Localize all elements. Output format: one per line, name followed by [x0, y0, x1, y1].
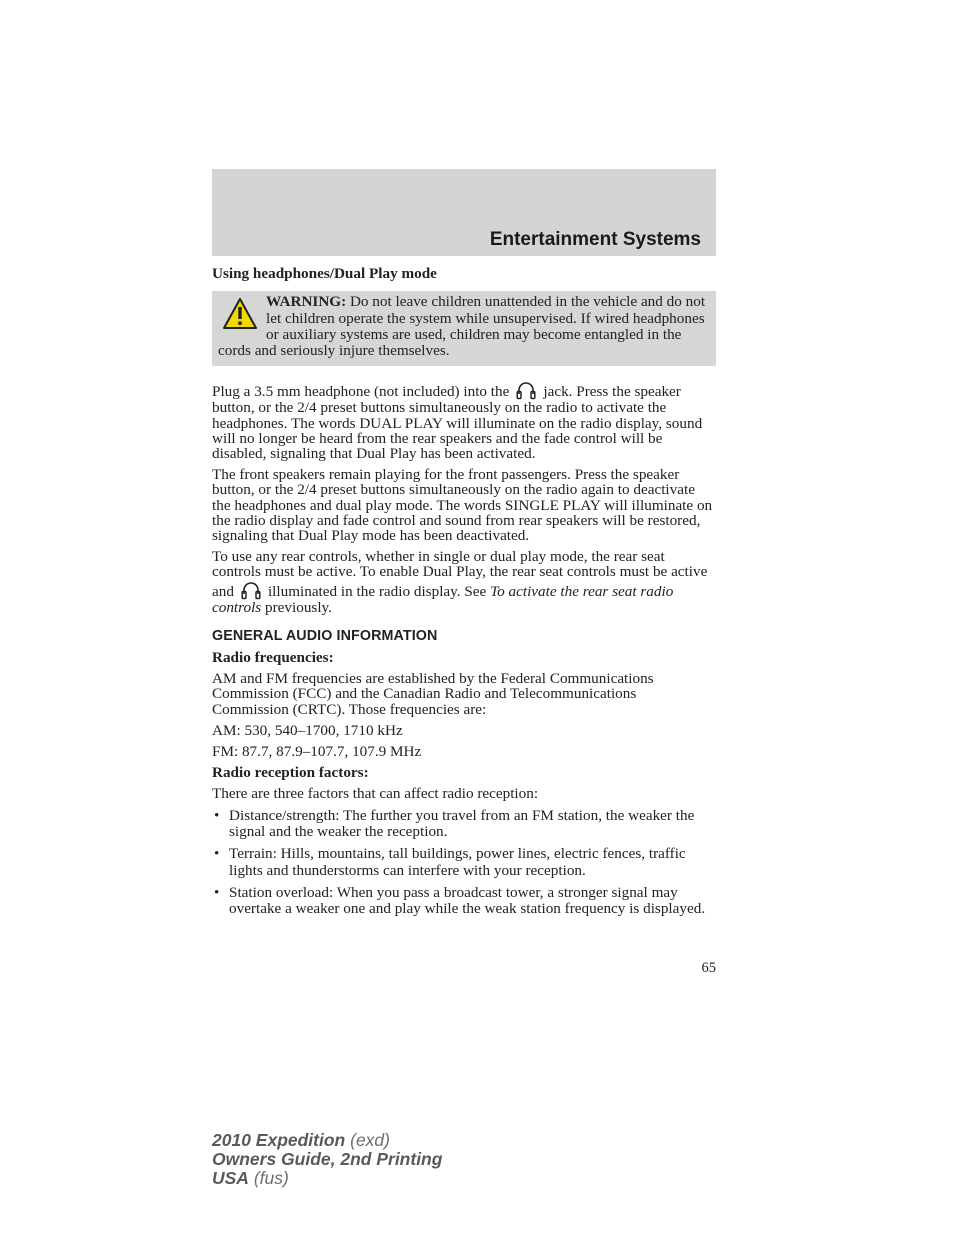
headphone-icon: [240, 580, 262, 600]
warning-text-block: [218, 294, 710, 359]
page-number: 65: [701, 960, 716, 976]
am-frequencies: AM: 530, 540–1700, 1710 kHz: [212, 721, 403, 739]
para1-text-start: Plug a 3.5 mm headphone (not included) into the: [212, 383, 510, 401]
reception-factors-subheading: Radio reception factors:: [212, 764, 369, 782]
reception-factors-list: [212, 808, 716, 918]
footer-region-code: (fus): [253, 1168, 289, 1188]
para3-text-start: To use any rear controls, whether in single or dual play mode, the rear seat controls must be active. To enable Dual Play, the rear seat controls must be active and: [212, 548, 708, 600]
para3-text-end: previously.: [265, 598, 332, 616]
section-title: Entertainment Systems: [489, 229, 701, 250]
warning-triangle-icon: [222, 297, 258, 331]
footer-region: USA: [212, 1168, 249, 1188]
headphones-subheading: Using headphones/Dual Play mode: [212, 265, 437, 282]
section-header-band: [212, 169, 716, 256]
warning-text: Do not leave children unattended in the vehicle and do not let children operate the system while unsupervised. If wired headphones or auxiliary systems are used, children may become entangled in the cords and seriously injure themselves.: [218, 293, 706, 360]
para3-text-mid: illuminated in the radio display. See: [267, 582, 487, 600]
list-item: • Terrain: Hills, mountains, tall buildings, power lines, electric fences, traffic lights and thunderstorms can interfere with your reception.: [212, 846, 716, 879]
footer-line-2: [212, 1150, 442, 1169]
general-audio-heading: GENERAL AUDIO INFORMATION: [212, 627, 438, 644]
dual-play-activation-paragraph: [212, 380, 716, 461]
frequencies-paragraph: AM and FM frequencies are established by the Federal Communications Commission (FCC) and the Canadian Radio and Telecommunications Commission (CRTC). Those frequencies are:: [212, 670, 654, 718]
fm-frequencies: FM: 87.7, 87.9–107.7, 107.9 MHz: [212, 743, 422, 761]
footer-line-1: [212, 1131, 442, 1150]
footer-line-3: [212, 1169, 442, 1188]
list-item: • Station overload: When you pass a broadcast tower, a stronger signal may overtake a weaker one and play while the weak station frequency is displayed.: [212, 885, 716, 918]
warning-label: WARNING:: [266, 293, 347, 311]
document-footer: [212, 1131, 442, 1188]
cross-reference: To activate the rear seat radio controls: [212, 582, 674, 616]
para1-text-end: jack. Press the speaker button, or the 2/4 preset buttons simultaneously on the radio to activate the headphones. The words DUAL PLAY will illuminate on the radio display, sound will no longer be heard from the rear speakers and the fade control will be disabled, signaling that Dual Play has been activated.: [212, 383, 703, 462]
headphone-icon: [515, 380, 537, 400]
footer-printing: Owners Guide, 2nd Printing: [212, 1149, 443, 1169]
list-item: • Distance/strength: The further you travel from an FM station, the weaker the signal and the weaker the reception.: [212, 808, 716, 841]
warning-box: [212, 291, 716, 366]
rear-controls-paragraph: [212, 549, 716, 615]
footer-model: 2010 Expedition: [212, 1130, 346, 1150]
page-content: [212, 266, 716, 923]
reception-intro: There are three factors that can affect radio reception:: [212, 785, 539, 803]
radio-frequencies-subheading: Radio frequencies:: [212, 649, 334, 667]
dual-play-deactivation-paragraph: The front speakers remain playing for the front passengers. Press the speaker button, or the 2/4 preset buttons simultaneously on the radio again to deactivate the headphones and dual play mode. The words SINGLE PLAY will illuminate on the radio display and fade control and sound from rear speakers will be restored, signaling that Dual Play mode has been deactivated.: [212, 466, 713, 545]
footer-model-code: (exd): [350, 1130, 390, 1150]
